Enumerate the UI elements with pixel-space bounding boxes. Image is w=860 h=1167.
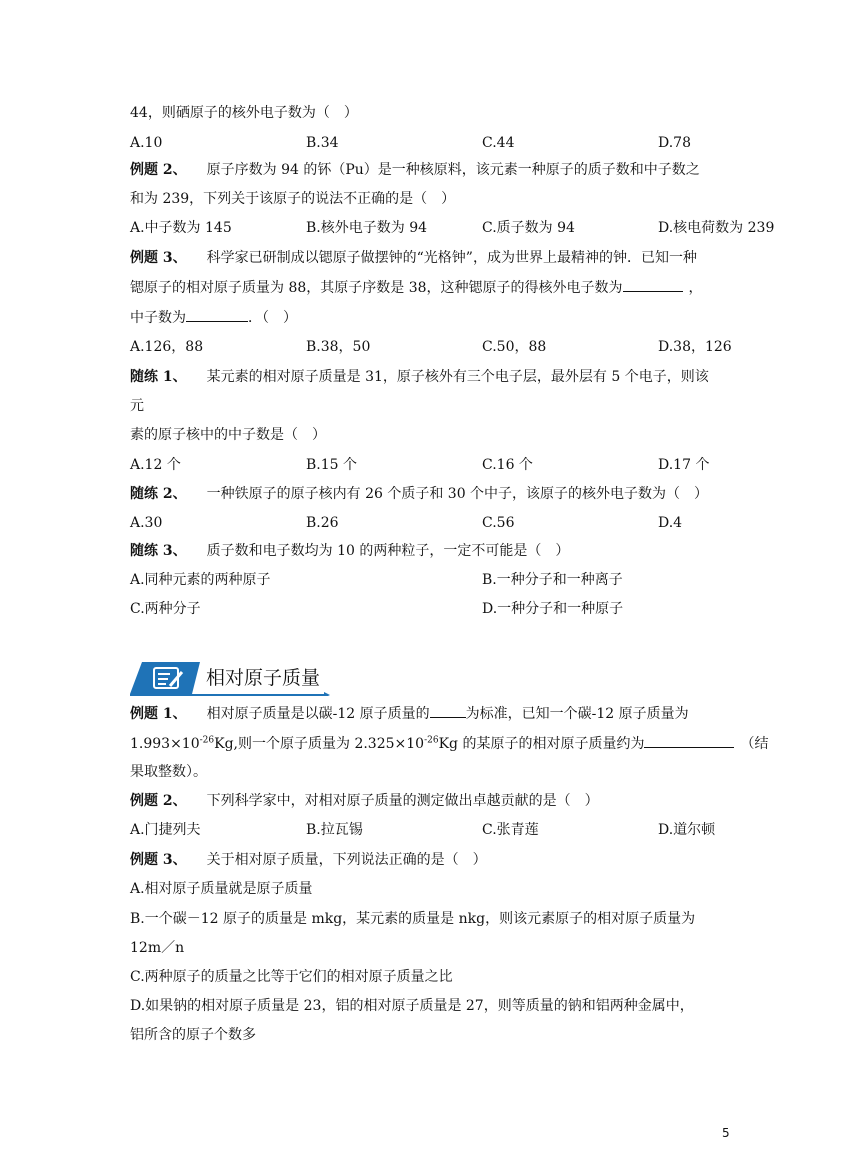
question-label: 随练 2、 (130, 486, 187, 502)
s-example-3-line1: 例题 3、 关于相对原子质量，下列说法正确的是（ ） (130, 852, 487, 868)
option-d-line2: 铝所含的原子个数多 (130, 1027, 256, 1043)
option-b: B.26 (306, 515, 339, 531)
option-a: A.10 (130, 135, 163, 151)
example-2-line1: 例题 2、 原子序数为 94 的钚（Pu）是一种核原料，该元素一种原子的质子数和中子数之 (130, 162, 700, 178)
answer-blank (644, 733, 734, 748)
practice-2-line1: 随练 2、 一种铁原子的原子核内有 26 个质子和 30 个中子，该原子的核外电子数为（ ） (130, 486, 709, 502)
option-d: D.一种分子和一种原子 (482, 601, 624, 617)
option-c: C.张青莲 (482, 822, 539, 838)
option-a: A.126，88 (130, 339, 204, 355)
question-label: 例题 3、 (130, 852, 187, 868)
option-a: A.30 (130, 515, 163, 531)
question-label: 例题 2、 (130, 162, 187, 178)
s-example-1-line1: 例题 1、 相对原子质量是以碳-12 原子质量的 为标准，已知一个碳-12 原子质量为 (130, 703, 689, 724)
option-b: B.一种分子和一种离子 (482, 572, 623, 588)
question-label: 随练 3、 (130, 543, 187, 559)
option-a: A.相对原子质量就是原子质量 (130, 881, 313, 897)
option-b: B.拉瓦锡 (306, 822, 363, 838)
practice-1-line3: 素的原子核中的中子数是（ ） (130, 427, 326, 443)
option-a: A.同种元素的两种原子 (130, 572, 271, 588)
option-b: B.核外电子数为 94 (306, 220, 428, 236)
answer-blank (623, 277, 683, 292)
question-label: 例题 3、 (130, 250, 187, 266)
option-d: D.17 个 (658, 457, 710, 473)
option-c: C.两种原子的质量之比等于它们的相对原子质量之比 (130, 969, 453, 985)
option-c: C.44 (482, 135, 515, 151)
option-d-line1: D.如果钠的相对原子质量是 23，铝的相对原子质量是 27，则等质量的钠和铝两种金属中， (130, 998, 694, 1014)
s-example-1-line3: 果取整数）。 (130, 764, 207, 780)
option-a: A.12 个 (130, 457, 181, 473)
option-a: A.中子数为 145 (130, 220, 232, 236)
example-3-line1: 例题 3、 科学家已研制成以锶原子做摆钟的“光格钟”，成为世界上最精神的钟．已知一种 (130, 250, 697, 266)
s-example-1-line2: $1.993\times 10^{-26}Kg$,则一个原子质量为 $2.325\times 10^{-26}Kg$ 的某原子的相对原子质量约为 （结 (130, 733, 768, 754)
option-b: B.38，50 (306, 339, 371, 355)
option-b-line1: B.一个碳－12 原子的质量是 mkg，某元素的质量是 nkg，则该元素原子的相对原子质量为 (130, 911, 696, 927)
option-d: D.78 (658, 135, 691, 151)
question-label: 例题 2、 (130, 793, 187, 809)
section-title: 相对原子质量 (206, 667, 321, 689)
option-d: D.38，126 (658, 339, 732, 355)
option-c: C.质子数为 94 (482, 220, 575, 236)
question-label: 随练 1、 (130, 369, 187, 385)
option-b-line2: 12m／n (130, 940, 185, 956)
question-text: 44，则硒原子的核外电子数为（ ） (130, 105, 358, 121)
answer-blank (186, 307, 248, 322)
option-c: C.50，88 (482, 339, 547, 355)
option-c: C.16 个 (482, 457, 533, 473)
option-b: B.15 个 (306, 457, 358, 473)
practice-3-line1: 随练 3、 质子数和电子数均为 10 的两种粒子，一定不可能是（ ） (130, 543, 570, 559)
option-c: C.56 (482, 515, 515, 531)
section-header (130, 660, 330, 696)
option-d: D.4 (658, 515, 683, 531)
practice-1-line2: 元 (130, 398, 144, 414)
example-3-line3: 中子数为 ．（ ） (130, 307, 297, 328)
option-b: B.34 (306, 135, 339, 151)
practice-1-line1: 随练 1、 某元素的相对原子质量是 31，原子核外有三个电子层，最外层有 5 个电子，则该 (130, 369, 709, 385)
option-d: D.道尔顿 (658, 822, 716, 838)
s-example-2-line1: 例题 2、 下列科学家中，对相对原子质量的测定做出卓越贡献的是（ ） (130, 793, 599, 809)
example-3-line2: 锶原子的相对原子质量为 88，其原子序数是 38，这种锶原子的得核外电子数为 ， (130, 277, 703, 298)
answer-blank (430, 703, 466, 718)
option-c: C.两种分子 (130, 601, 201, 617)
example-2-line2: 和为 239，下列关于该原子的说法不正确的是（ ） (130, 191, 456, 207)
page-number: 5 (722, 1126, 730, 1140)
option-a: A.门捷列夫 (130, 822, 201, 838)
option-d: D.核电荷数为 239 (658, 220, 775, 236)
question-label: 例题 1、 (130, 706, 187, 722)
